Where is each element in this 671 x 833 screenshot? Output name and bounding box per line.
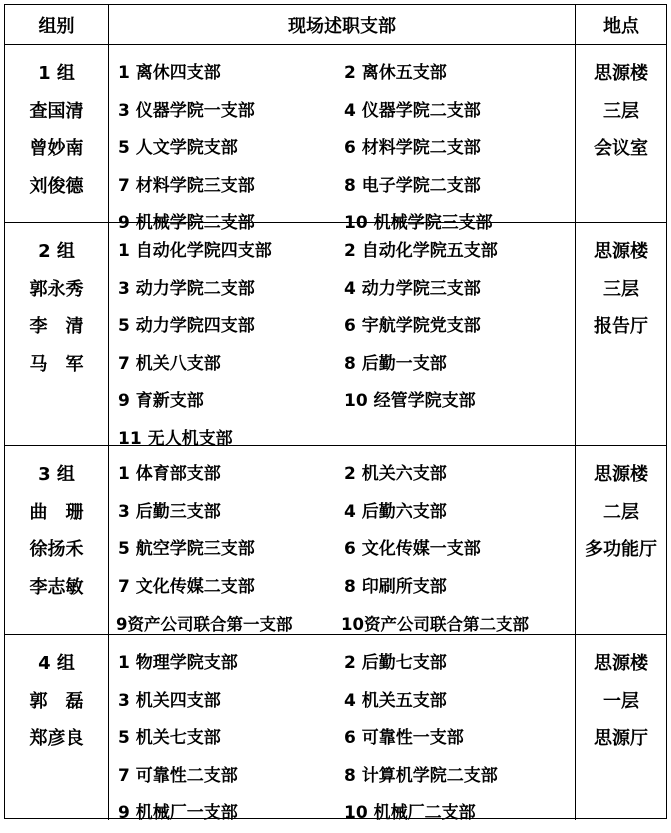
branch-item: 8 计算机学院二支部 bbox=[344, 765, 498, 786]
group-row bbox=[5, 223, 666, 449]
branch-report-table bbox=[4, 4, 667, 823]
member-name: 郭永秀 bbox=[29, 278, 84, 300]
branch-item: 8 电子学院二支部 bbox=[344, 175, 481, 196]
header-location: 地点 bbox=[603, 15, 639, 37]
location-room: 思源厅 bbox=[594, 728, 648, 749]
branch-item: 4 后勤六支部 bbox=[344, 501, 447, 522]
group-label: 1 组 bbox=[38, 63, 75, 84]
branch-item: 7 机关八支部 bbox=[118, 353, 221, 374]
location-building: 思源楼 bbox=[594, 63, 648, 84]
member-name: 徐扬禾 bbox=[29, 539, 84, 560]
branch-item: 3 仪器学院一支部 bbox=[118, 100, 255, 121]
group-label: 4 组 bbox=[38, 653, 75, 674]
branch-item: 3 后勤三支部 bbox=[118, 501, 221, 522]
member-name: 查国清 bbox=[29, 100, 84, 122]
branch-item: 4 机关五支部 bbox=[344, 690, 447, 711]
group-row bbox=[5, 446, 666, 635]
branch-item: 9 机械学院二支部 bbox=[118, 213, 255, 233]
branch-item: 1 体育部支部 bbox=[118, 464, 221, 484]
location-floor: 三层 bbox=[603, 100, 639, 122]
location-room: 多功能厅 bbox=[585, 539, 657, 560]
branch-item: 9资产公司联合第一支部 bbox=[116, 615, 293, 634]
member-name: 曾妙南 bbox=[29, 138, 84, 159]
branch-item: 6 材料学院二支部 bbox=[344, 138, 481, 158]
group-row bbox=[5, 45, 666, 233]
branch-item: 7 可靠性二支部 bbox=[118, 765, 238, 786]
group-label: 2 组 bbox=[38, 241, 75, 262]
location-floor: 二层 bbox=[603, 501, 639, 523]
location-room: 会议室 bbox=[594, 138, 648, 159]
branch-item: 6 文化传媒一支部 bbox=[344, 539, 481, 559]
branch-item: 5 航空学院三支部 bbox=[118, 539, 255, 559]
header-branches: 现场述职支部 bbox=[288, 15, 396, 37]
branch-item: 9 育新支部 bbox=[118, 391, 204, 411]
branch-item: 9 机械厂一支部 bbox=[118, 803, 238, 823]
branch-item: 5 机关七支部 bbox=[118, 728, 221, 748]
member-name: 李志敏 bbox=[29, 576, 84, 598]
branch-item: 10资产公司联合第二支部 bbox=[341, 615, 529, 634]
branch-item: 10 机械学院三支部 bbox=[344, 213, 493, 233]
branch-item: 6 可靠性一支部 bbox=[344, 728, 464, 748]
member-name: 曲 珊 bbox=[29, 501, 84, 523]
location-building: 思源楼 bbox=[594, 241, 648, 262]
location-building: 思源楼 bbox=[594, 653, 648, 674]
branch-item: 10 机械厂二支部 bbox=[344, 803, 476, 823]
branch-item: 2 后勤七支部 bbox=[344, 653, 447, 673]
branch-item: 6 宇航学院党支部 bbox=[344, 316, 481, 336]
member-name: 刘俊德 bbox=[29, 175, 84, 197]
member-name: 马 军 bbox=[29, 353, 84, 375]
location-building: 思源楼 bbox=[594, 464, 648, 485]
branch-item: 2 离休五支部 bbox=[344, 63, 447, 83]
branch-item: 1 物理学院支部 bbox=[118, 653, 238, 673]
branch-item: 1 离休四支部 bbox=[118, 63, 221, 83]
group-label: 3 组 bbox=[38, 464, 75, 485]
branch-item: 8 印刷所支部 bbox=[344, 576, 447, 597]
member-name: 郑彦良 bbox=[29, 728, 84, 749]
branch-item: 7 文化传媒二支部 bbox=[118, 576, 255, 597]
branch-item: 8 后勤一支部 bbox=[344, 353, 447, 374]
branch-item: 10 经管学院支部 bbox=[344, 391, 476, 411]
member-name: 郭 磊 bbox=[29, 690, 84, 712]
location-floor: 一层 bbox=[603, 690, 639, 712]
branch-item: 5 人文学院支部 bbox=[118, 138, 238, 158]
group-row bbox=[5, 635, 666, 823]
branch-item: 2 自动化学院五支部 bbox=[344, 241, 498, 261]
branch-item: 1 自动化学院四支部 bbox=[118, 241, 272, 261]
branch-item: 4 仪器学院二支部 bbox=[344, 100, 481, 121]
branch-item: 4 动力学院三支部 bbox=[344, 278, 481, 299]
branch-item: 3 动力学院二支部 bbox=[118, 278, 255, 299]
location-floor: 三层 bbox=[603, 278, 639, 300]
location-room: 报告厅 bbox=[594, 316, 648, 337]
member-name: 李 清 bbox=[29, 316, 84, 337]
branch-item: 11 无人机支部 bbox=[118, 428, 233, 449]
branch-item: 7 材料学院三支部 bbox=[118, 175, 255, 196]
branch-item: 2 机关六支部 bbox=[344, 464, 447, 484]
branch-item: 3 机关四支部 bbox=[118, 690, 221, 711]
header-group: 组别 bbox=[38, 15, 75, 37]
header-row bbox=[5, 5, 666, 45]
branch-item: 5 动力学院四支部 bbox=[118, 316, 255, 336]
